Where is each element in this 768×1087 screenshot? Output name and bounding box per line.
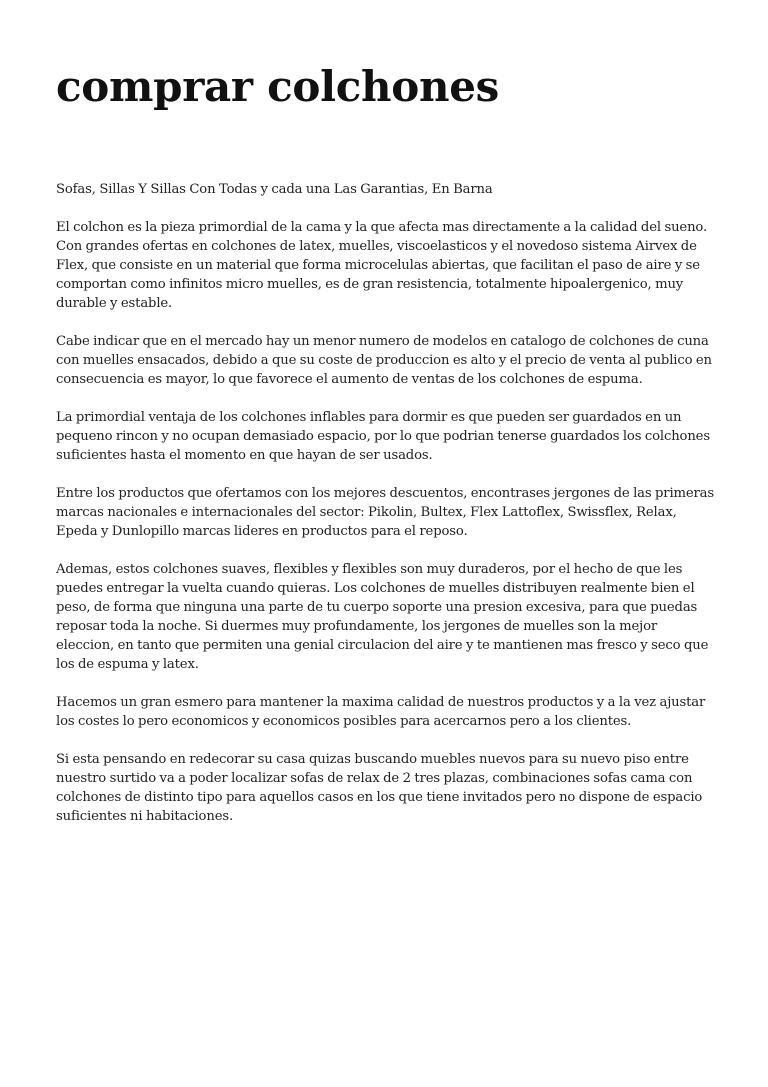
- paragraph: Hacemos un gran esmero para mantener la maxima calidad de nuestros productos y a la vez ajustar los costes lo pero economicos y economicos posibles para acercarnos pero a los clientes.: [56, 695, 706, 729]
- paragraph: Si esta pensando en redecorar su casa quizas buscando muebles nuevos para su nuevo piso entre nuestro surtido va a poder localizar sofas de relax de 2 tres plazas, combinaciones sofas cama con colchones de distinto tipo para aquellos casos en los que tiene invitados pero no dispone de espacio suficientes ni habitaciones.: [56, 752, 703, 824]
- paragraph-subtitle: Sofas, Sillas Y Sillas Con Todas y cada una Las Garantias, En Barna: [56, 182, 493, 197]
- paragraph: La primordial ventaja de los colchones inflables para dormir es que pueden ser guardados en un pequeno rincon y no ocupan demasiado espacio, por lo que podrian tenerse guardados los colchones suficientes hasta el momento en que hayan de ser usados.: [56, 410, 710, 463]
- paragraph: Ademas, estos colchones suaves, flexibles y flexibles son muy duraderos, por el hecho de que les puedes entregar la vuelta cuando quieras. Los colchones de muelles distribuyen realmente bien el peso, de forma que ninguna una parte de tu cuerpo soporte una presion excesiva, para que puedas reposar toda la noche. Si duermes muy profundamente, los jergones de muelles son la mejor eleccion, en tanto que permiten una genial circulacion del aire y te mantienen mas fresco y seco que los de espuma y latex.: [56, 562, 709, 672]
- paragraph: El colchon es la pieza primordial de la cama y la que afecta mas directamente a la calidad del sueno. Con grandes ofertas en colchones de latex, muelles, viscoelasticos y el novedoso sistema Airvex de Flex, que consiste en un material que forma microcelulas abiertas, que facilitan el paso de aire y se comportan como infinitos micro muelles, es de gran resistencia, totalmente hipoalergenico, muy durable y estable.: [56, 220, 708, 311]
- page-title: comprar colchones: [56, 62, 499, 111]
- document-page: [56, 58, 716, 845]
- paragraph: Cabe indicar que en el mercado hay un menor numero de modelos en catalogo de colchones de cuna con muelles ensacados, debido a que su coste de produccion es alto y el precio de venta al publico en consecuencia es mayor, lo que favorece el aumento de ventas de los colchones de espuma.: [56, 334, 712, 387]
- paragraph: Entre los productos que ofertamos con los mejores descuentos, encontrases jergones de las primeras marcas nacionales e internacionales del sector: Pikolin, Bultex, Flex Lattoflex, Swissflex, Relax, Epeda y Dunlopillo marcas lideres en productos para el reposo.: [56, 486, 715, 539]
